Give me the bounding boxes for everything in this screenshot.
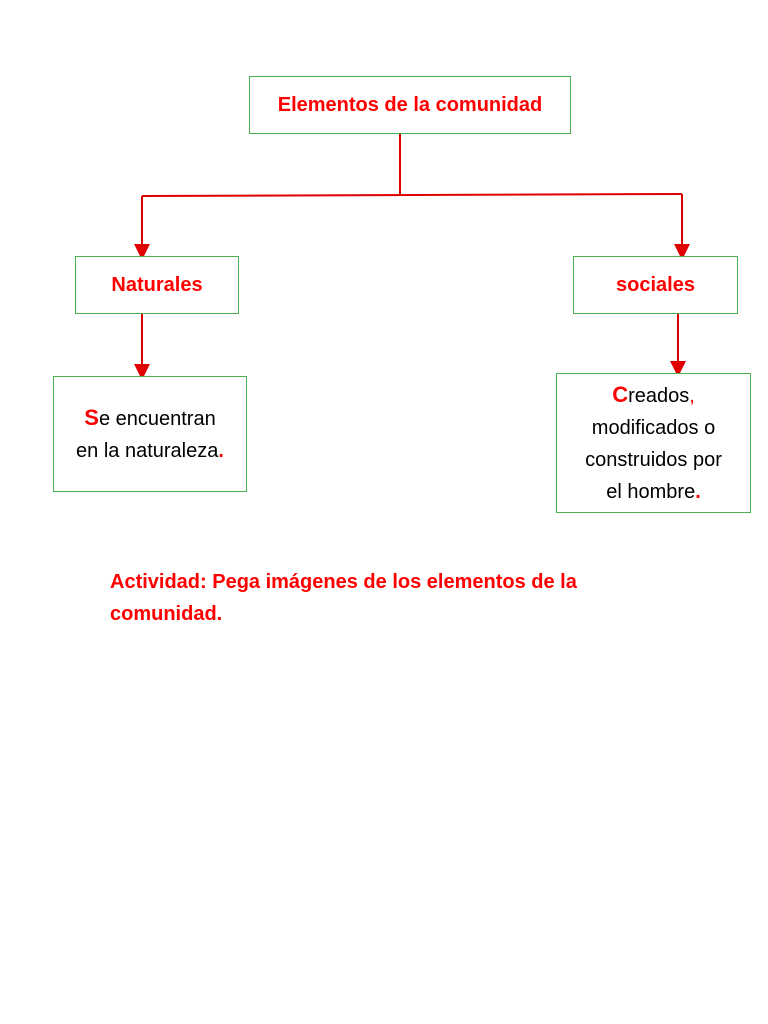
sociales-line2: modificados o <box>591 416 716 439</box>
sociales-first-letter: C <box>612 381 629 407</box>
sociales-node <box>573 256 738 314</box>
sociales-node-label: sociales <box>616 273 695 296</box>
root-node <box>249 76 571 134</box>
sociales-comma: , <box>689 384 695 407</box>
root-node-label: Elementos de la comunidad <box>277 93 543 116</box>
sociales-line3: construidos por <box>585 448 722 471</box>
naturales-description-text <box>76 402 224 467</box>
naturales-node-label: Naturales <box>111 273 203 296</box>
sociales-description-text <box>585 379 722 508</box>
sociales-line1-rest: reados <box>628 384 690 407</box>
naturales-node <box>75 256 239 314</box>
sociales-end-mark: . <box>695 480 701 503</box>
horizontal-branch-line <box>142 194 682 196</box>
sociales-description-node <box>556 373 751 513</box>
naturales-end-mark: . <box>218 439 224 462</box>
sociales-line4: el hombre <box>606 480 696 503</box>
activity-instruction: Actividad: Pega imágenes de los elementos de la comunidad. <box>110 571 577 625</box>
naturales-line2: en la naturaleza <box>76 439 219 462</box>
naturales-description-node <box>53 376 247 492</box>
naturales-first-letter: S <box>84 404 99 430</box>
naturales-line1-rest: e encuentran <box>98 407 216 430</box>
